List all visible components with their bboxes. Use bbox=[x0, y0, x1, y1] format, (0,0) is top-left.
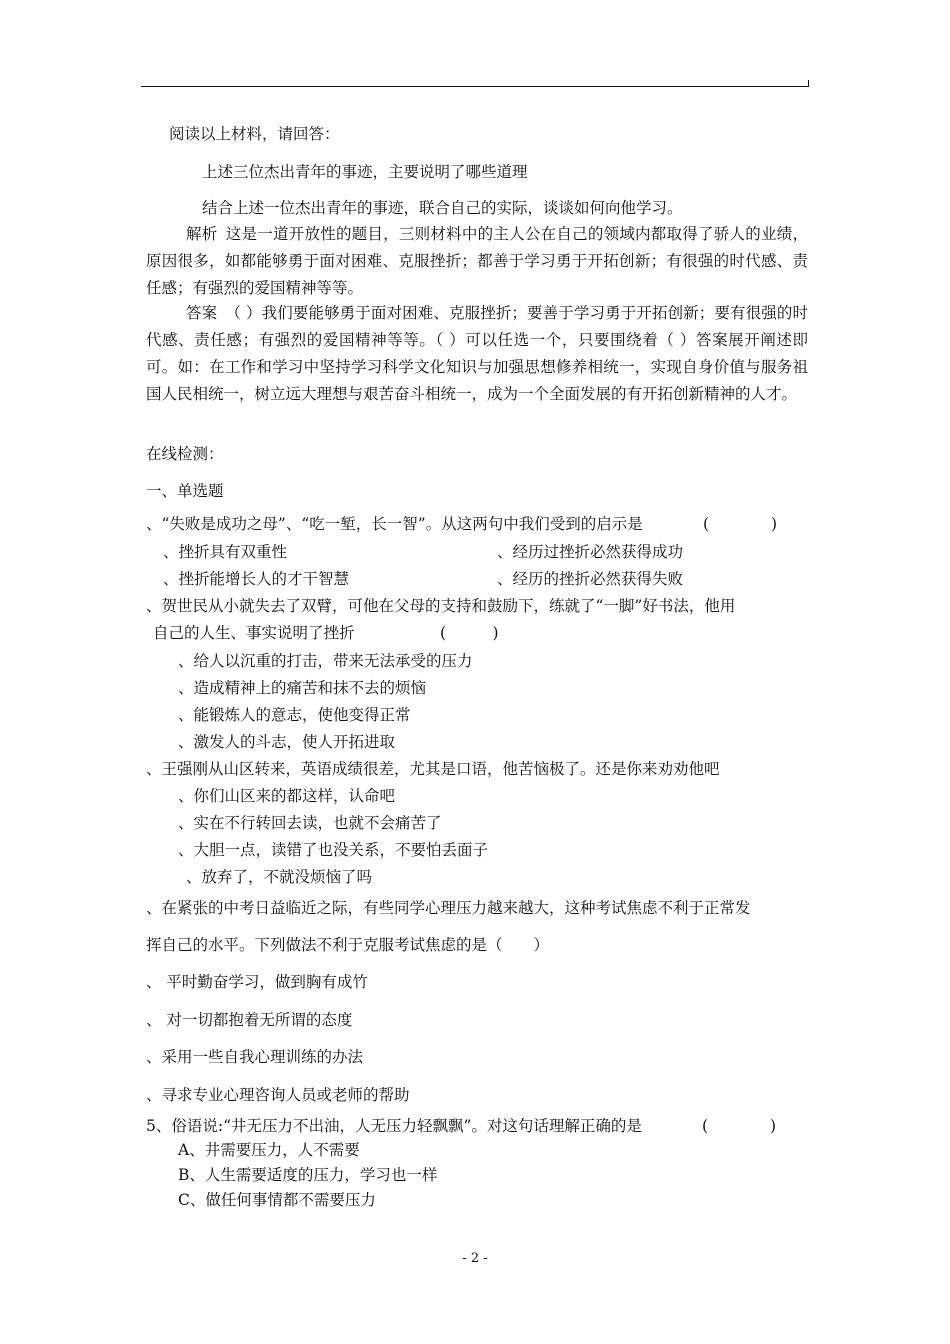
q5-answer-paren: ( ) bbox=[702, 1117, 777, 1135]
online-test-heading: 在线检测： bbox=[146, 445, 224, 463]
q3-option-a: 、你们山区来的都这样，认命吧 bbox=[178, 787, 396, 805]
q4-stem-line-2: 挥自己的水平。下列做法不利于克服考试焦虑的是（ ） bbox=[146, 936, 550, 954]
q5-option-b: B、人生需要适度的压力，学习也一样 bbox=[178, 1166, 438, 1184]
q2-stem-line-1: 、贺世民从小就失去了双臂，可他在父母的支持和鼓励下，练就了“一脚”好书法，他用 bbox=[146, 597, 736, 615]
question-2: 结合上述一位杰出青年的事迹，联合自己的实际，谈谈如何向他学习。 bbox=[202, 199, 683, 217]
q2-option-d: 、激发人的斗志，使人开拓进取 bbox=[178, 733, 396, 751]
q3-option-c: 、大胆一点，读错了也没关系，不要怕丢面子 bbox=[178, 841, 489, 859]
q4-option-c: 、采用一些自我心理训练的办法 bbox=[146, 1048, 364, 1066]
page-number: - 2 - bbox=[462, 1251, 488, 1266]
reading-prompt: 阅读以上材料，请回答： bbox=[169, 125, 340, 143]
analysis-text: 这是一道开放性的题目，三则材料中的主人公在自己的领域内都取得了骄人的业绩，原因很多，如都能够勇于面对困难、克服挫折；都善于学习勇于开拓创新；有很强的时代感、责任感；有强烈的爱国精神等等。 bbox=[146, 225, 808, 297]
q1-option-d: 、经历的挫折必然获得失败 bbox=[497, 570, 684, 588]
q1-answer-paren: ( ) bbox=[703, 515, 778, 533]
q4-option-a: 、 平时勤奋学习，做到胸有成竹 bbox=[146, 973, 368, 991]
q2-option-c: 、能锻炼人的意志，使他变得正常 bbox=[178, 706, 411, 724]
header-rule-tick bbox=[808, 80, 809, 87]
q3-option-d: 、放弃了，不就没烦恼了吗 bbox=[186, 868, 373, 886]
analysis-label: 解析 bbox=[186, 225, 218, 243]
q3-stem: 、王强刚从山区转来，英语成绩很差，尤其是口语，他苦恼极了。还是你来劝劝他吧 bbox=[146, 760, 720, 778]
q1-option-b: 、经历过挫折必然获得成功 bbox=[497, 543, 684, 561]
analysis-paragraph bbox=[146, 221, 808, 302]
header-rule bbox=[141, 86, 809, 87]
q2-stem-line-2: 自己的人生、事实说明了挫折 bbox=[153, 624, 355, 642]
answer-text: （ ）我们要能够勇于面对困难、克服挫折；要善于学习勇于开拓创新；要有很强的时代感、责任感；有强烈的爱国精神等等。（ ）可以任选一个，只要围绕着（ ）答案展开阐述即可。如：在工作和学习中坚持学习科学文化知识与加强思想修养相统一，实现自身价值与服务祖国人民相统一，树立远大理想与艰苦奋斗相统一，成为一个全面发展的有开拓创新精神的人才。 bbox=[146, 304, 808, 403]
q5-option-a: A、井需要压力，人不需要 bbox=[178, 1141, 360, 1159]
q2-answer-paren: ( ) bbox=[440, 624, 499, 642]
q3-option-b: 、实在不行转回去读，也就不会痛苦了 bbox=[178, 814, 442, 832]
q2-option-b: 、造成精神上的痛苦和抹不去的烦恼 bbox=[178, 679, 427, 697]
q5-option-c: C、做任何事情都不需要压力 bbox=[178, 1191, 376, 1209]
section-title: 一、单选题 bbox=[146, 482, 224, 500]
q5-stem: 5、俗语说:“井无压力不出油，人无压力轻飘飘”。对这句话理解正确的是 bbox=[146, 1117, 642, 1135]
q1-stem: 、“失败是成功之母”、“吃一堑，长一智”。从这两句中我们受到的启示是 bbox=[146, 515, 643, 533]
answer-label: 答案 bbox=[186, 304, 218, 322]
q2-option-a: 、给人以沉重的打击，带来无法承受的压力 bbox=[178, 652, 473, 670]
q1-option-c: 、挫折能增长人的才干智慧 bbox=[163, 570, 350, 588]
q4-option-b: 、 对一切都抱着无所谓的态度 bbox=[146, 1011, 353, 1029]
answer-paragraph bbox=[146, 300, 808, 408]
question-1: 上述三位杰出青年的事迹，主要说明了哪些道理 bbox=[202, 163, 528, 181]
q4-option-d: 、寻求专业心理咨询人员或老师的帮助 bbox=[146, 1086, 410, 1104]
q1-option-a: 、挫折具有双重性 bbox=[163, 543, 288, 561]
q4-stem-line-1: 、在紧张的中考日益临近之际，有些同学心理压力越来越大，这种考试焦虑不利于正常发 bbox=[146, 899, 751, 917]
